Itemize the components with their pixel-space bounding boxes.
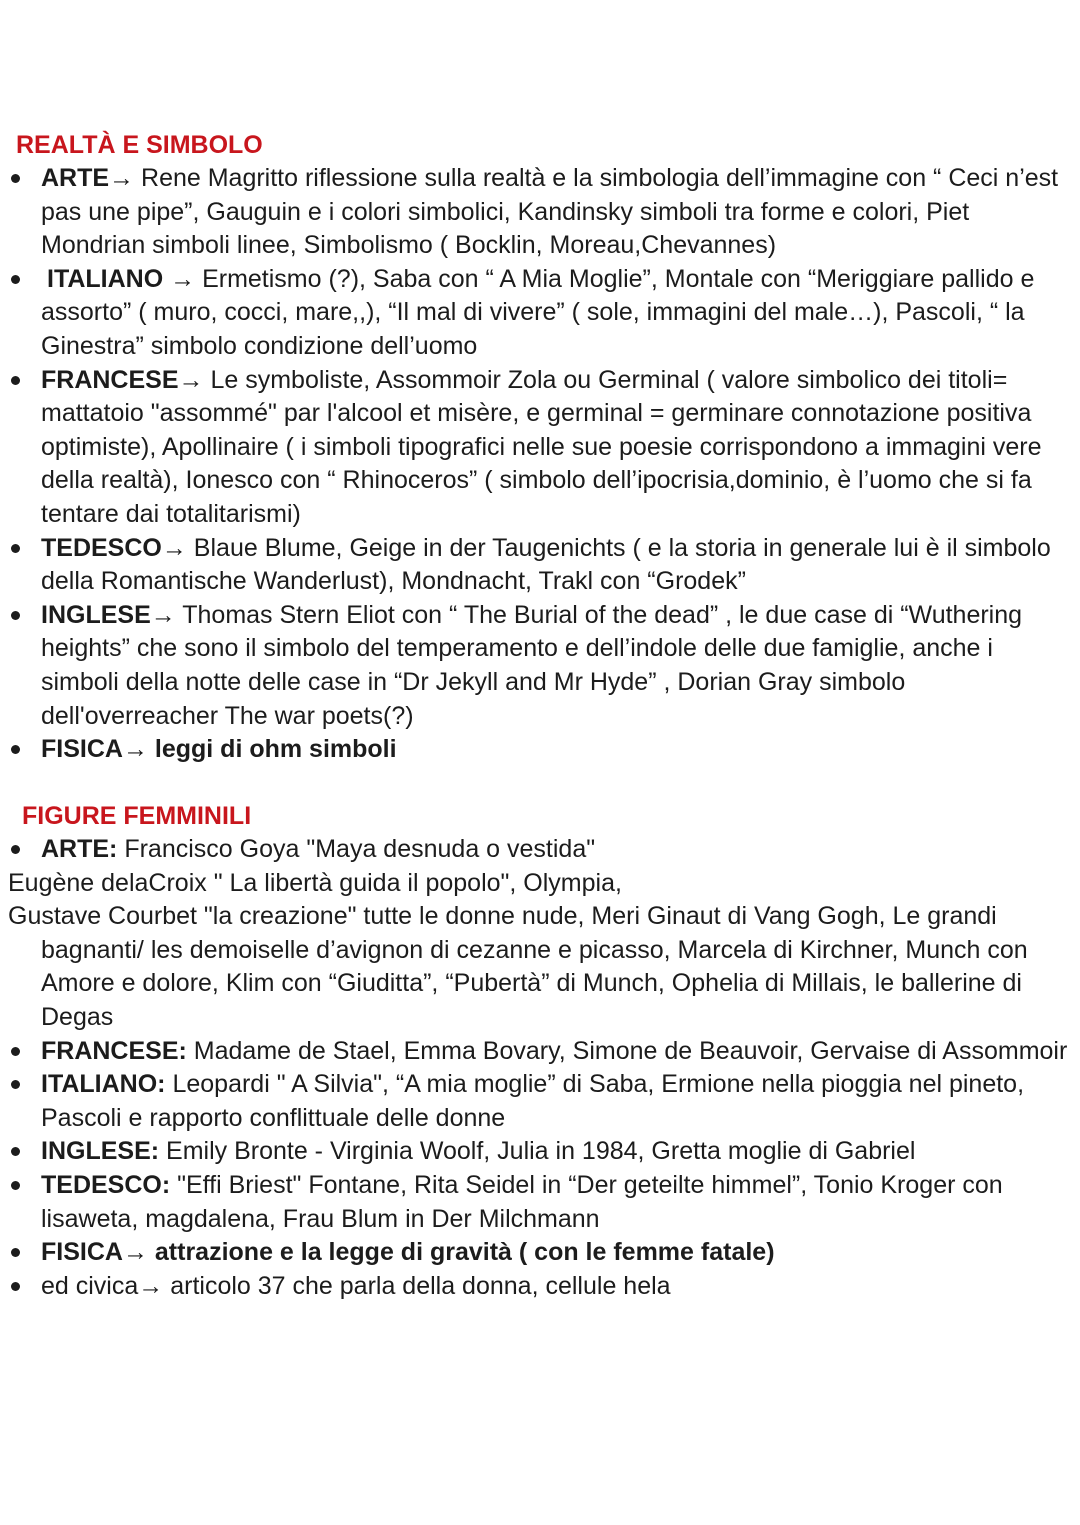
item-text: Thomas Stern Eliot con “ The Burial of the dead” , le due case di “Wuthering heights” che sono il simbolo del temperamento e dell’indole delle due famiglie, anche i simboli della notte delle case in “Dr Jekyll and Mr Hyde” , Dorian Gray simbolo dell'overreacher The war poets(?) bbox=[41, 600, 1023, 730]
subject-label: ARTE: bbox=[41, 835, 118, 863]
bullet-icon bbox=[11, 544, 20, 553]
item-text: Rene Magritto riflessione sulla realtà e la simbologia dell’immagine con “ Ceci n’est pas une pipe”, Gauguin e i colori simbolici, Kandinsky simboli tra forme e colori, Piet Mondrian simboli linee, Simbolismo ( Bocklin, Moreau,Chevannes) bbox=[41, 164, 1059, 260]
item-text: Madame de Stael, Emma Bovary, Simone de Beauvoir, Gervaise di Assommoir bbox=[186, 1036, 1068, 1065]
bullet-icon bbox=[11, 174, 20, 183]
subject-label: FRANCESE: bbox=[41, 1036, 187, 1065]
bullet-icon bbox=[11, 1282, 20, 1291]
item-text: Leopardi " A Silvia", “A mia moglie” di Saba, Ermione nella pioggia nel pineto, Pascoli e rapporto conflittuale delle donne bbox=[41, 1070, 1025, 1132]
list-item-arte bbox=[0, 833, 1070, 867]
list-item-tedesco bbox=[0, 1169, 1070, 1236]
item-text: Blaue Blume, Geige in der Taugenichts ( e la storia in generale lui è il simbolo della Romantische Wanderlust), Mondnacht, Trakl con “Grodek” bbox=[41, 533, 1051, 596]
bullet-icon bbox=[11, 376, 20, 385]
bullet-icon bbox=[11, 745, 20, 754]
text-line-delacroix: Eugène delaCroix " La libertà guida il popolo", Olympia, bbox=[8, 868, 622, 897]
list-item-italiano bbox=[0, 1068, 1070, 1135]
subject-label: FRANCESE→ bbox=[41, 365, 204, 394]
list-item-fisica bbox=[0, 1236, 1070, 1270]
item-text: → Ermetismo (?), Saba con “ A Mia Moglie”, Montale con “Meriggiare pallido e assorto” ( muro, cocci, mare,,), “Il mal di vivere” ( sole, immagini del male…), Pascoli, “ la Ginestra” simbolo condizione dell’uomo bbox=[41, 264, 1035, 360]
text-line-courbet: Gustave Courbet "la creazione" tutte le donne nude, Meri Ginaut di Vang Gogh, Le grandi bagnanti/ les demoiselle d’avignon di cezanne e picasso, Marcela di Kirchner, Munch con Amore e dolore, Klim con “Giuditta”, “Pubertà” di Munch, Ophelia di Millais, le ballerine di Degas bbox=[8, 902, 1028, 1031]
subject-label: FISICA→ attrazione e la legge di gravità ( con le femme fatale) bbox=[41, 1238, 775, 1267]
subject-label: ARTE→ bbox=[41, 164, 135, 192]
list-item-francese bbox=[0, 1035, 1070, 1069]
item-text: "Effi Briest" Fontane, Rita Seidel in “Der geteilte himmel”, Tonio Kroger con lisaweta, magdalena, Frau Blum in Der Milchmann bbox=[41, 1170, 1003, 1233]
list-item-francese bbox=[0, 364, 1070, 532]
subject-label: FISICA→ leggi di ohm simboli bbox=[41, 735, 397, 764]
bullet-icon bbox=[11, 1181, 20, 1190]
bullet-icon bbox=[11, 275, 20, 284]
bullet-icon bbox=[11, 611, 20, 620]
subject-label: INGLESE: bbox=[41, 1137, 160, 1166]
item-text: Francisco Goya "Maya desnuda o vestida" bbox=[117, 835, 596, 863]
bullet-icon bbox=[11, 1047, 20, 1056]
subject-label: TEDESCO→ bbox=[41, 533, 187, 562]
section-title-realta-e-simbolo: REALTÀ E SIMBOLO bbox=[16, 131, 263, 159]
list-item-fisica bbox=[0, 733, 1070, 767]
section-figure-femminili bbox=[0, 833, 1070, 1303]
subject-label: TEDESCO: bbox=[41, 1170, 171, 1199]
section-realta-e-simbolo bbox=[0, 162, 1070, 767]
item-text: ed civica→ articolo 37 che parla della donna, cellule hela bbox=[41, 1271, 671, 1300]
section-title-figure-femminili: FIGURE FEMMINILI bbox=[22, 802, 252, 830]
subject-label: INGLESE→ bbox=[41, 600, 176, 629]
subject-label: ITALIANO: bbox=[41, 1070, 166, 1099]
list-item-ed-civica bbox=[0, 1270, 1070, 1304]
item-text: Emily Bronte - Virginia Woolf, Julia in 1984, Gretta moglie di Gabriel bbox=[159, 1137, 916, 1166]
bullet-icon bbox=[11, 1248, 20, 1257]
bullet-icon bbox=[11, 845, 20, 854]
bullet-icon bbox=[11, 1147, 20, 1156]
list-item-italiano bbox=[0, 263, 1070, 364]
subject-label: ITALIANO bbox=[47, 264, 164, 293]
item-text: Le symboliste, Assommoir Zola ou Germinal ( valore simbolico dei titoli= mattatoio "assommé" par l'alcool et misère, e germinal = germinare connotazione positiva optimiste), Apollinaire ( i simboli tipografici nelle sue poesie corrispondono a immagini vere della realtà), Ionesco con “ Rhinoceros” ( simbolo dell’ipocrisia,dominio, è l’uomo che si fa tentare dai totalitarismi) bbox=[41, 365, 1042, 528]
list-item-arte bbox=[0, 162, 1070, 263]
list-item-inglese bbox=[0, 599, 1070, 733]
list-item-inglese bbox=[0, 1135, 1070, 1169]
bullet-icon bbox=[11, 1080, 20, 1089]
list-item-tedesco bbox=[0, 532, 1070, 599]
